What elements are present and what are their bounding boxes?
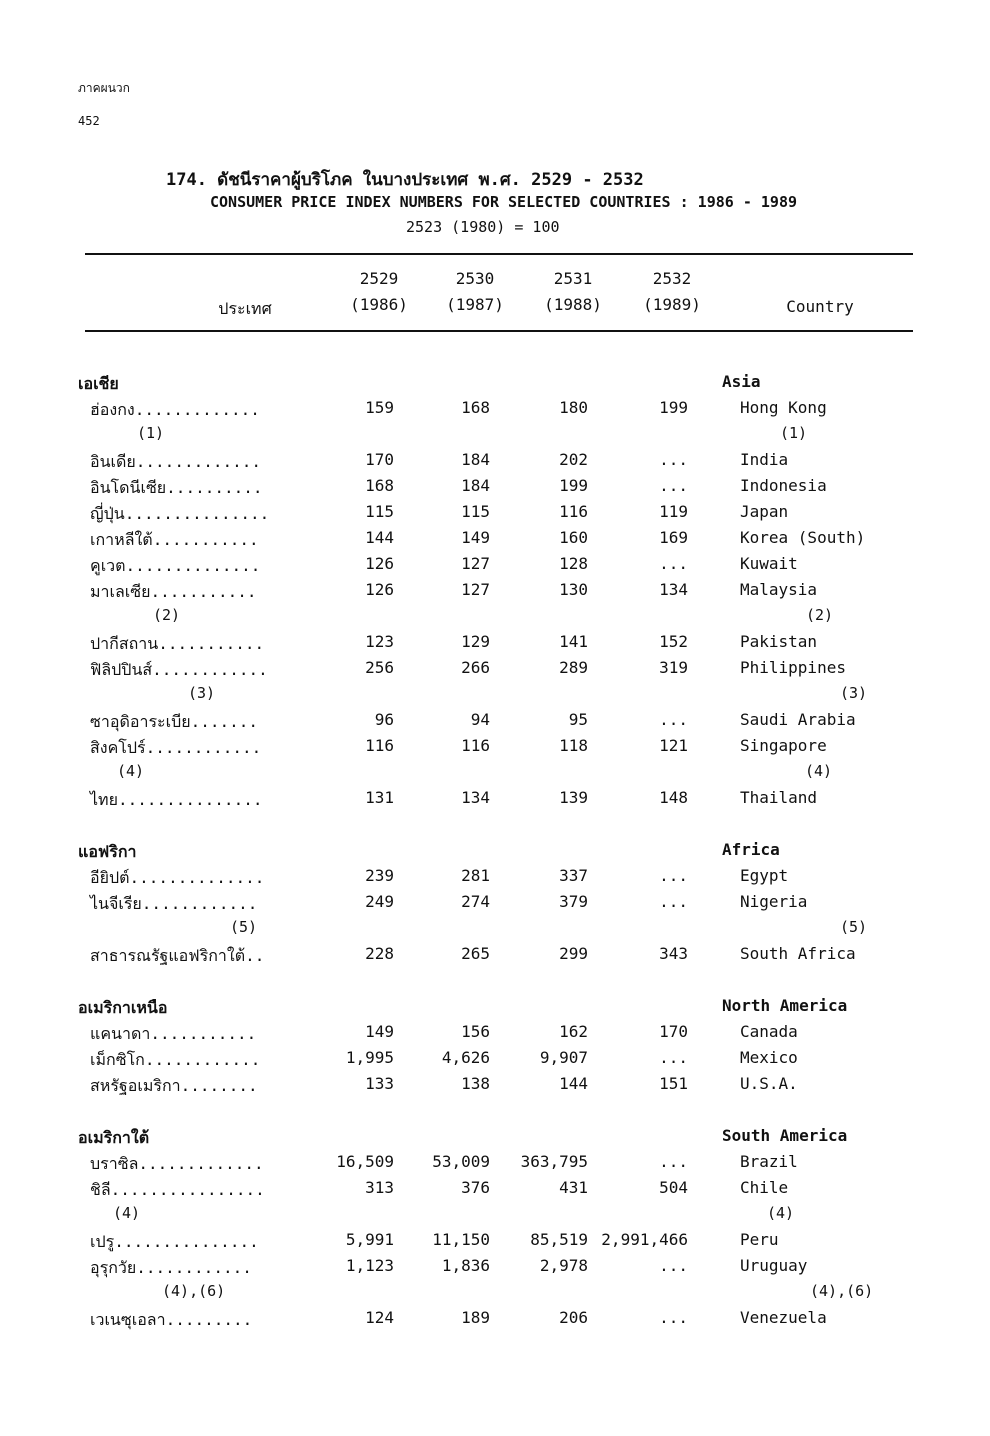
cpi-value: 180 <box>559 398 588 417</box>
cpi-value: 130 <box>559 580 588 599</box>
cpi-value: 170 <box>659 1022 688 1041</box>
table-row <box>0 398 990 424</box>
country-name-english: U.S.A. <box>740 1074 798 1093</box>
country-name-english: Saudi Arabia <box>740 710 856 729</box>
country-name-thai: เวเนซุเอลา......... <box>90 1310 253 1329</box>
cpi-value: 144 <box>559 1074 588 1093</box>
country-name-thai: ซาอุดิอาระเบีย....... <box>90 712 259 731</box>
footnote-row <box>0 684 990 710</box>
cpi-value: 2,978 <box>539 1256 588 1275</box>
cpi-value: 119 <box>659 502 688 521</box>
header-year-2-ce: (1987) <box>446 295 504 314</box>
cpi-value: 379 <box>559 892 588 911</box>
cpi-value: 168 <box>365 476 394 495</box>
country-name-thai: ญี่ปุ่น............... <box>90 504 270 523</box>
cpi-value: 11,150 <box>432 1230 490 1249</box>
table-row <box>0 892 990 918</box>
cpi-value: 128 <box>559 554 588 573</box>
base-year-note: 2523 (1980) = 100 <box>406 218 560 236</box>
region-name-english: Asia <box>722 372 761 391</box>
cpi-value: 127 <box>461 554 490 573</box>
region-row <box>0 840 990 866</box>
country-name-thai: อินเดีย............. <box>90 452 262 471</box>
country-name-thai: สิงคโปร์............ <box>90 738 262 757</box>
header-year-4-be: 2532 <box>652 269 692 288</box>
cpi-value: 239 <box>365 866 394 885</box>
country-name-thai: แคนาดา........... <box>90 1024 257 1043</box>
cpi-value: 96 <box>374 710 394 729</box>
footnote-ref-thai: (4) <box>113 1204 141 1222</box>
cpi-value: 1,836 <box>441 1256 490 1275</box>
cpi-value: 189 <box>461 1308 490 1327</box>
country-name-english: Indonesia <box>740 476 827 495</box>
region-name-thai: อเมริกาใต้ <box>78 1128 150 1147</box>
table-row <box>0 632 990 658</box>
cpi-value: ... <box>659 892 688 911</box>
cpi-value: 141 <box>559 632 588 651</box>
table-row <box>0 788 990 814</box>
table-row <box>0 502 990 528</box>
header-year-3-ce: (1988) <box>544 295 602 314</box>
table-row <box>0 528 990 554</box>
cpi-value: 116 <box>559 502 588 521</box>
cpi-value: ... <box>659 554 688 573</box>
footnote-ref-english: (3) <box>840 684 868 702</box>
section-label: ภาคผนวก <box>78 81 130 95</box>
cpi-value: 53,009 <box>432 1152 490 1171</box>
header-year-3-be: 2531 <box>553 269 593 288</box>
cpi-value: ... <box>659 450 688 469</box>
cpi-value: 184 <box>461 476 490 495</box>
cpi-value: 256 <box>365 658 394 677</box>
cpi-value: 431 <box>559 1178 588 1197</box>
country-name-english: Mexico <box>740 1048 798 1067</box>
country-name-english: Thailand <box>740 788 818 807</box>
cpi-value: 123 <box>365 632 394 651</box>
country-name-english: Venezuela <box>740 1308 827 1327</box>
footnote-row <box>0 762 990 788</box>
country-name-thai: อินโดนีเซีย.......... <box>90 478 263 497</box>
cpi-value: 116 <box>365 736 394 755</box>
cpi-value: 281 <box>461 866 490 885</box>
cpi-value: 149 <box>461 528 490 547</box>
cpi-value: 289 <box>559 658 588 677</box>
footnote-ref-thai: (4),(6) <box>162 1282 226 1300</box>
table-title-thai: 174. ดัชนีราคาผู้บริโภค ในบางประเทศ พ.ศ. 2529 - 2532 <box>166 170 644 190</box>
cpi-value: 144 <box>365 528 394 547</box>
cpi-value: 376 <box>461 1178 490 1197</box>
country-name-thai: ฮ่องกง............. <box>90 400 260 419</box>
cpi-value: 343 <box>659 944 688 963</box>
cpi-value: 156 <box>461 1022 490 1041</box>
table-row <box>0 450 990 476</box>
cpi-value: 170 <box>365 450 394 469</box>
cpi-value: ... <box>659 1048 688 1067</box>
cpi-value: ... <box>659 476 688 495</box>
country-name-thai: ฟิลิปปินส์............ <box>90 660 268 679</box>
cpi-value: 5,991 <box>345 1230 394 1249</box>
country-name-thai: คูเวต.............. <box>90 556 261 575</box>
cpi-value: 139 <box>559 788 588 807</box>
country-name-thai: บราซิล............. <box>90 1154 264 1173</box>
cpi-value: 85,519 <box>530 1230 588 1249</box>
header-year-2-be: 2530 <box>455 269 495 288</box>
cpi-value: 159 <box>365 398 394 417</box>
cpi-value: 121 <box>659 736 688 755</box>
table-row <box>0 1022 990 1048</box>
cpi-value: 116 <box>461 736 490 755</box>
cpi-value: 152 <box>659 632 688 651</box>
country-name-english: Nigeria <box>740 892 808 911</box>
cpi-value: 95 <box>568 710 588 729</box>
country-name-thai: มาเลเซีย........... <box>90 582 257 601</box>
cpi-value: 126 <box>365 554 394 573</box>
cpi-value: 149 <box>365 1022 394 1041</box>
cpi-value: 16,509 <box>336 1152 394 1171</box>
footnote-ref-thai: (1) <box>137 424 165 442</box>
cpi-value: 162 <box>559 1022 588 1041</box>
country-name-english: Malaysia <box>740 580 818 599</box>
table-row <box>0 1048 990 1074</box>
footnote-ref-english: (4) <box>805 762 833 780</box>
cpi-value: 319 <box>659 658 688 677</box>
cpi-value: 115 <box>461 502 490 521</box>
region-row <box>0 372 990 398</box>
cpi-value: 124 <box>365 1308 394 1327</box>
cpi-value: 148 <box>659 788 688 807</box>
cpi-value: 126 <box>365 580 394 599</box>
region-row <box>0 1126 990 1152</box>
region-name-english: North America <box>722 996 848 1015</box>
cpi-value: 134 <box>659 580 688 599</box>
country-name-english: Philippines <box>740 658 846 677</box>
country-name-english: Kuwait <box>740 554 798 573</box>
cpi-value: 131 <box>365 788 394 807</box>
footnote-ref-english: (4),(6) <box>810 1282 874 1300</box>
country-name-english: Egypt <box>740 866 789 885</box>
footnote-ref-english: (4) <box>767 1204 795 1222</box>
footnote-row <box>0 606 990 632</box>
cpi-value: 266 <box>461 658 490 677</box>
footnote-ref-thai: (5) <box>230 918 258 936</box>
region-name-thai: เอเชีย <box>78 374 119 393</box>
cpi-value: 206 <box>559 1308 588 1327</box>
cpi-value: 274 <box>461 892 490 911</box>
cpi-value: 133 <box>365 1074 394 1093</box>
cpi-value: 249 <box>365 892 394 911</box>
header-country-thai: ประเทศ <box>218 299 272 318</box>
cpi-value: 313 <box>365 1178 394 1197</box>
page-number: 452 <box>78 114 100 128</box>
cpi-value: 4,626 <box>441 1048 490 1067</box>
cpi-value: ... <box>659 1308 688 1327</box>
footnote-ref-thai: (4) <box>117 762 145 780</box>
cpi-value: 363,795 <box>520 1152 588 1171</box>
cpi-value: ... <box>659 1152 688 1171</box>
cpi-value: 199 <box>559 476 588 495</box>
cpi-value: 129 <box>461 632 490 651</box>
footnote-ref-english: (5) <box>840 918 868 936</box>
region-name-thai: อเมริกาเหนือ <box>78 998 168 1017</box>
country-name-thai: เกาหลีใต้........... <box>90 530 259 549</box>
table-row <box>0 710 990 736</box>
table-row <box>0 554 990 580</box>
region-name-english: Africa <box>722 840 780 859</box>
country-name-thai: สาธารณรัฐแอฟริกาใต้.. <box>90 946 265 965</box>
footnote-ref-thai: (2) <box>153 606 181 624</box>
table-row <box>0 658 990 684</box>
footnote-ref-thai: (3) <box>188 684 216 702</box>
table-row <box>0 736 990 762</box>
country-name-thai: สหรัฐอเมริกา........ <box>90 1076 258 1095</box>
table-top-rule <box>85 253 913 255</box>
table-header-rule <box>85 330 913 332</box>
cpi-value: 265 <box>461 944 490 963</box>
table-row <box>0 1074 990 1100</box>
cpi-value: 118 <box>559 736 588 755</box>
cpi-value: 134 <box>461 788 490 807</box>
cpi-value: 337 <box>559 866 588 885</box>
region-name-thai: แอฟริกา <box>78 842 137 861</box>
table-row <box>0 580 990 606</box>
table-row <box>0 866 990 892</box>
table-row <box>0 1308 990 1334</box>
table-row <box>0 1256 990 1282</box>
table-row <box>0 1152 990 1178</box>
cpi-value: 138 <box>461 1074 490 1093</box>
country-name-thai: อียิปต์.............. <box>90 868 265 887</box>
footnote-ref-english: (1) <box>780 424 808 442</box>
table-row <box>0 1178 990 1204</box>
country-name-english: Peru <box>740 1230 779 1249</box>
country-name-english: India <box>740 450 789 469</box>
table-row <box>0 944 990 970</box>
cpi-value: ... <box>659 710 688 729</box>
country-name-english: Brazil <box>740 1152 798 1171</box>
country-name-english: Singapore <box>740 736 827 755</box>
cpi-value: 127 <box>461 580 490 599</box>
cpi-value: 299 <box>559 944 588 963</box>
cpi-value: 228 <box>365 944 394 963</box>
header-country-english: Country <box>786 297 854 316</box>
region-row <box>0 996 990 1022</box>
cpi-value: 115 <box>365 502 394 521</box>
table-title-english: CONSUMER PRICE INDEX NUMBERS FOR SELECTED COUNTRIES : 1986 - 1989 <box>210 193 797 211</box>
header-year-1-ce: (1986) <box>350 295 408 314</box>
country-name-english: Korea (South) <box>740 528 866 547</box>
country-name-english: Japan <box>740 502 789 521</box>
footnote-row <box>0 1282 990 1308</box>
cpi-value: 504 <box>659 1178 688 1197</box>
country-name-thai: อุรุกวัย............ <box>90 1258 252 1277</box>
cpi-value: 1,995 <box>345 1048 394 1067</box>
country-name-thai: ชิลี................ <box>90 1180 265 1199</box>
cpi-value: 184 <box>461 450 490 469</box>
country-name-english: Uruguay <box>740 1256 808 1275</box>
footnote-row <box>0 424 990 450</box>
country-name-thai: ปากีสถาน........... <box>90 634 265 653</box>
country-name-english: South Africa <box>740 944 856 963</box>
country-name-english: Hong Kong <box>740 398 827 417</box>
country-name-english: Chile <box>740 1178 789 1197</box>
cpi-value: 169 <box>659 528 688 547</box>
cpi-value: 94 <box>470 710 490 729</box>
table-row <box>0 1230 990 1256</box>
country-name-thai: ไทย............... <box>90 790 263 809</box>
header-year-1-be: 2529 <box>359 269 399 288</box>
cpi-value: 2,991,466 <box>601 1230 688 1249</box>
footnote-ref-english: (2) <box>806 606 834 624</box>
cpi-value: ... <box>659 1256 688 1275</box>
cpi-value: 160 <box>559 528 588 547</box>
cpi-value: ... <box>659 866 688 885</box>
country-name-english: Pakistan <box>740 632 818 651</box>
country-name-english: Canada <box>740 1022 798 1041</box>
cpi-value: 1,123 <box>345 1256 394 1275</box>
region-name-english: South America <box>722 1126 848 1145</box>
cpi-value: 9,907 <box>539 1048 588 1067</box>
country-name-thai: เปรู............... <box>90 1232 259 1251</box>
country-name-thai: ไนจีเรีย............ <box>90 894 258 913</box>
footnote-row <box>0 918 990 944</box>
cpi-value: 199 <box>659 398 688 417</box>
table-row <box>0 476 990 502</box>
cpi-value: 151 <box>659 1074 688 1093</box>
header-year-4-ce: (1989) <box>643 295 701 314</box>
cpi-value: 168 <box>461 398 490 417</box>
country-name-thai: เม็กซิโก............ <box>90 1050 261 1069</box>
footnote-row <box>0 1204 990 1230</box>
cpi-value: 202 <box>559 450 588 469</box>
